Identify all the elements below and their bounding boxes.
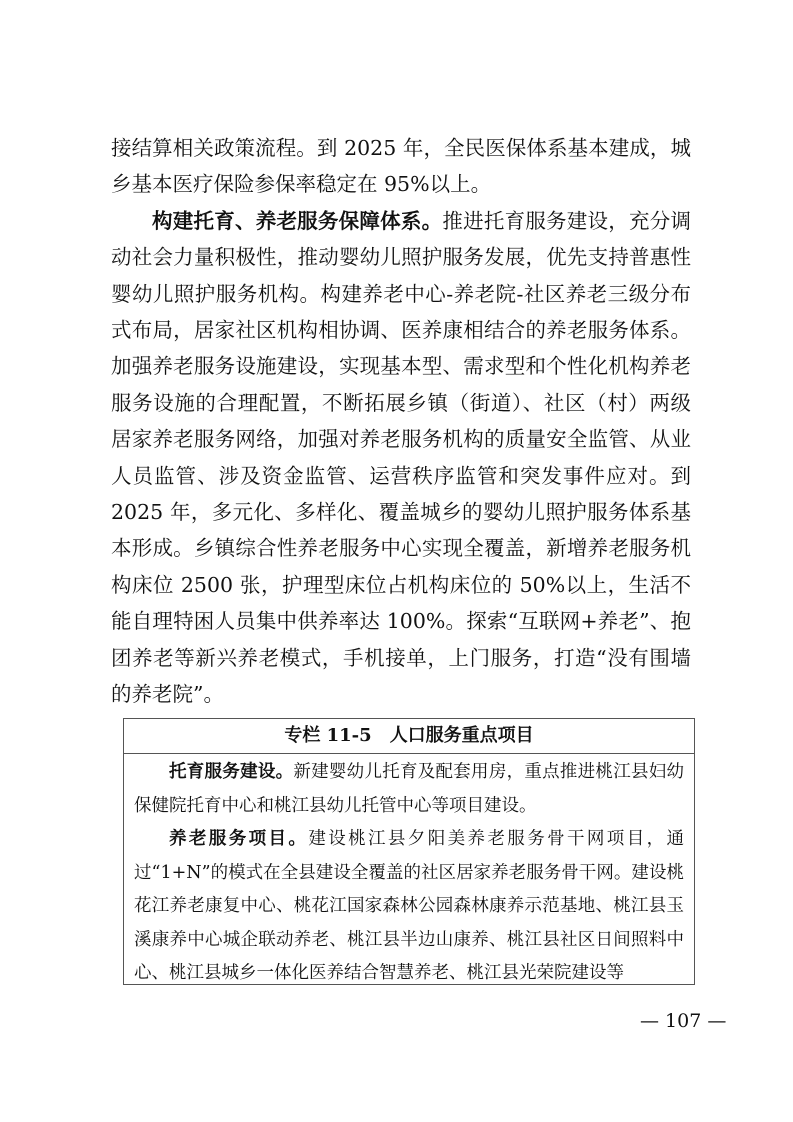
box-title: 专栏 11-5 人口服务重点项目 [124,719,694,754]
paragraph: 接结算相关政策流程。到 2025 年，全民医保体系基本建成，城乡基本医疗保险参保率稳定在 95%以上。 [111,136,691,197]
box-item [134,756,684,823]
box-item [134,823,684,991]
paragraph-heading: 构建托育、养老服务保障体系。 [152,208,443,233]
box-item-heading: 养老服务项目。 [169,829,309,849]
paragraph-text: 推进托育服务建设，充分调动社会力量积极性，推动婴幼儿照护服务发展，优先支持普惠性婴幼儿照护服务机构。构建养老中心-养老院-社区养老三级分布式布局，居家社区机构相协调、医养康相结合的养老服务体系。加强养老服务设施建设，实现基本型、需求型和个性化机构养老服务设施的合理配置，不断拓展乡镇（街道）、社区（村）两级居家养老服务网络，加强对养老服务机构的质量安全监管、从业人员监管、涉及资金监管、运营秩序监管和突发事件应对。到 2025 年，多元化、多样化、覆盖城乡的婴幼儿照护服务体系基本形成。乡镇综合性养老服务中心实现全覆盖，新增养老服务机构床位 2500 张，护理型床位占机构床位的 50%以上，生活不能自理特困人员集中供养率达 100%。探索“互联网+养老”、抱团养老等新兴养老模式，手机接单，上门服务，打造“没有围墙的养老院”。 [111,208,691,707]
box-item-heading: 托育服务建设。 [169,762,294,782]
body-text [111,130,691,713]
box-body [124,754,694,991]
sidebar-box [123,718,695,985]
page-number: — 107 — [640,1010,727,1032]
box-item-text: 新建婴幼儿托育及配套用房，重点推进桃江县妇幼保健院托育中心和桃江县幼儿托管中心等项目建设。 [134,762,684,816]
box-item-text: 建设桃江县夕阳美养老服务骨干网项目，通过“1+N”的模式在全县建设全覆盖的社区居家养老服务骨干网。建设桃花江养老康复中心、桃花江国家森林公园森林康养示范基地、桃江县玉溪康养中心城企联动养老、桃江县半边山康养、桃江县社区日间照料中心、桃江县城乡一体化医养结合智慧养老、桃江县光荣院建设等 [134,829,685,983]
paragraph [111,203,691,713]
